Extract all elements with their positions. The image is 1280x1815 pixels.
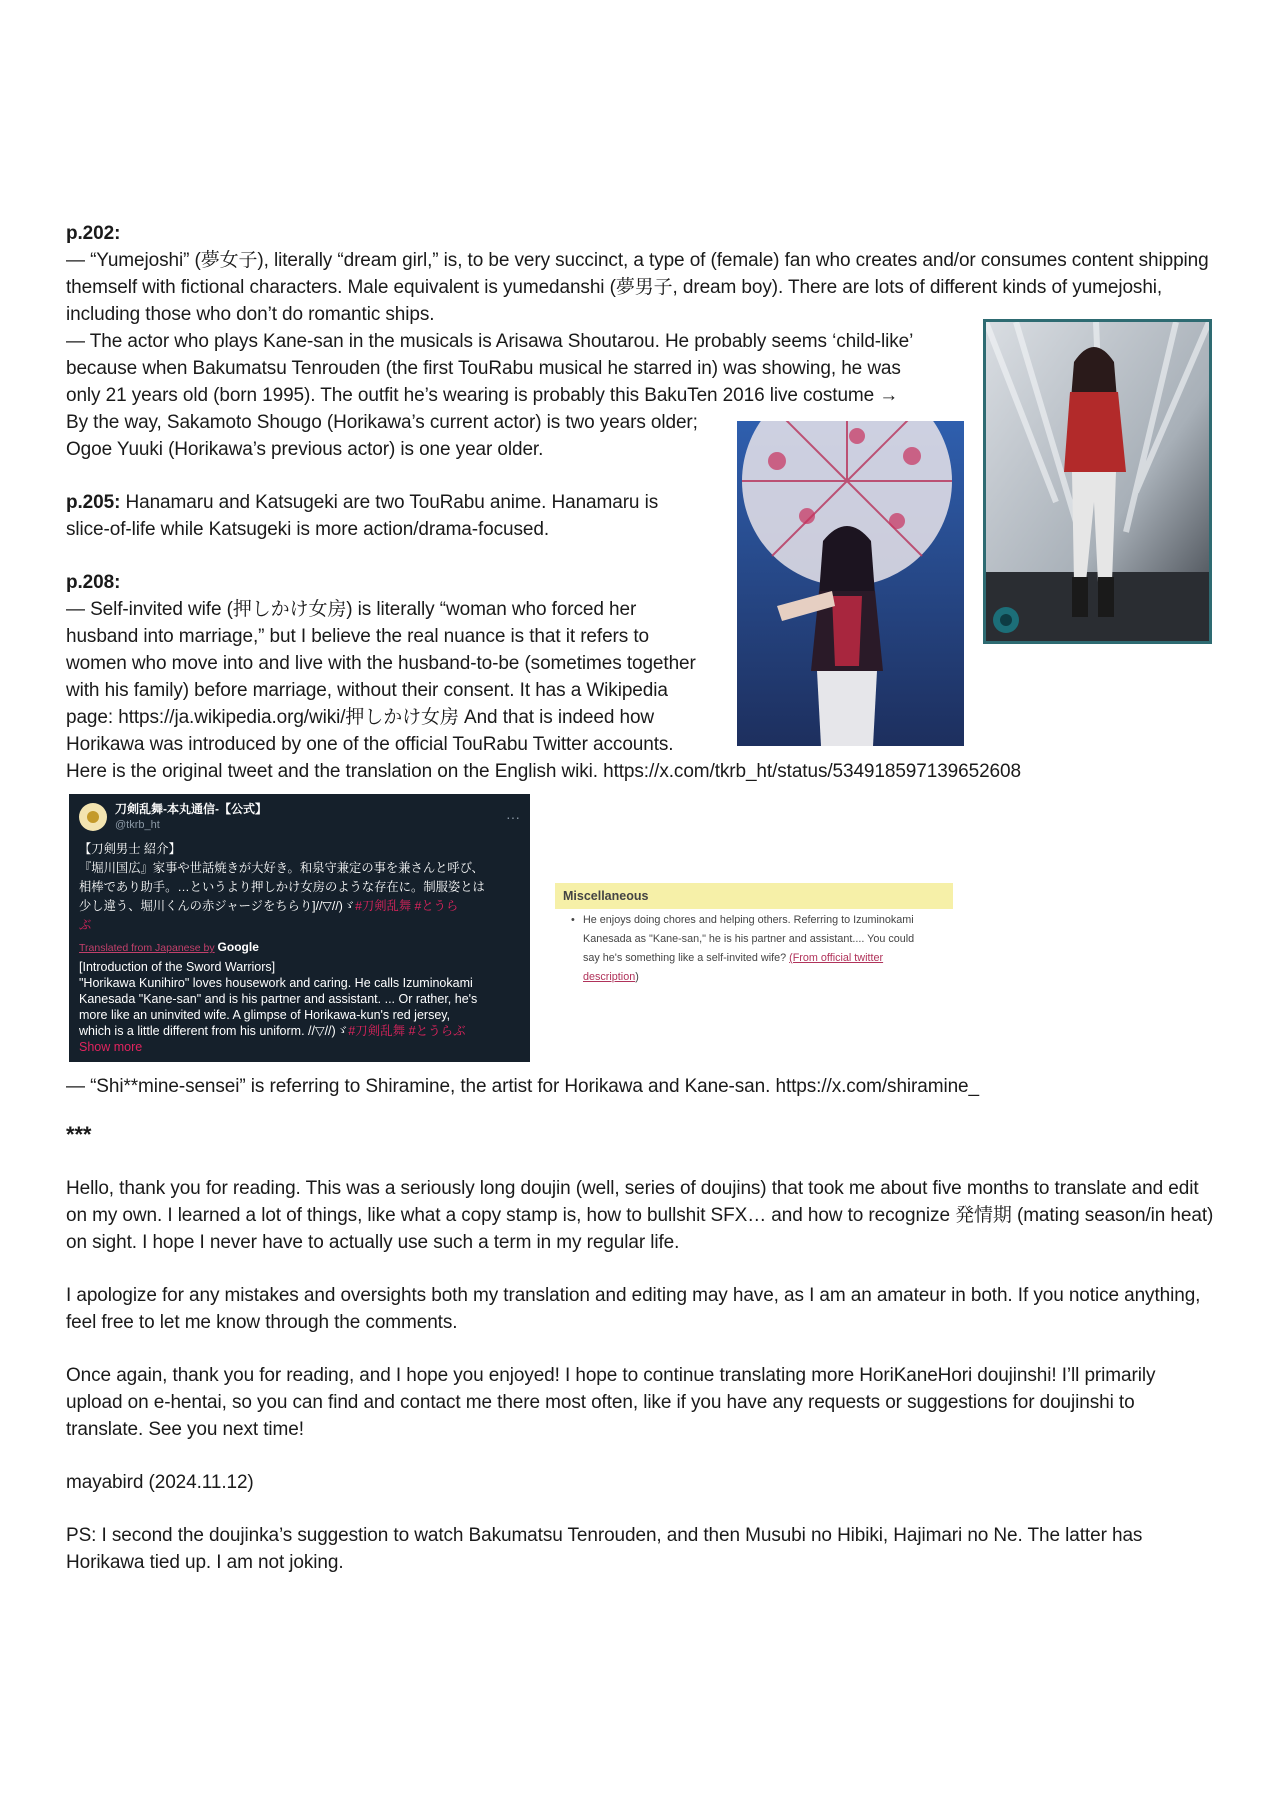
hashtag-link[interactable]: ぶ bbox=[79, 918, 92, 932]
stage-photo bbox=[737, 421, 964, 746]
signature: mayabird (2024.11.12) bbox=[66, 1472, 254, 1493]
tweet-english-text bbox=[79, 959, 520, 1055]
wiki-line: ) bbox=[635, 971, 639, 983]
costume-photo bbox=[983, 319, 1212, 644]
wiki-section-heading: Miscellaneous bbox=[555, 883, 953, 909]
tweet-jp-line: 『堀川国広』家事や世話焼きが大好き。和泉守兼定の事を兼さんと呼び、 bbox=[79, 861, 484, 875]
actor-line: because when Bakumatsu Tenrouden (the first TouRabu musical he starred in) was showing, he was bbox=[66, 358, 901, 379]
tweet-screenshot bbox=[69, 794, 530, 1062]
wiki-line: • He enjoys doing chores and helping others. Referring to Izuminokami bbox=[583, 914, 914, 926]
wiki-source-link[interactable]: (From official twitter bbox=[789, 952, 884, 964]
wiki-excerpt bbox=[555, 883, 953, 993]
tweet-japanese-text bbox=[79, 840, 520, 935]
actor-line: — The actor who plays Kane-san in the musicals is Arisawa Shoutarou. He probably seems ‘child-like’ bbox=[66, 331, 914, 352]
p208-line: husband into marriage,” but I believe the real nuance is that it refers to bbox=[66, 626, 649, 647]
actor-line: Ogoe Yuuki (Horikawa’s previous actor) is one year older. bbox=[66, 439, 544, 460]
tweet-en-line: which is a little different from his uniform. //▽//)ゞ bbox=[79, 1024, 349, 1038]
p208-line: with his family) before marriage, without their consent. It has a Wikipedia bbox=[66, 680, 668, 701]
p208-line: Here is the original tweet and the translation on the English wiki. https://x.com/tkrb_ht/status/534918597139652608 bbox=[66, 761, 1021, 782]
wiki-line: say he's something like a self-invited wife? bbox=[583, 952, 790, 964]
p205-text: Hanamaru and Katsugeki are two TouRabu anime. Hanamaru is bbox=[120, 492, 659, 513]
p208-line: page: https://ja.wikipedia.org/wiki/押しかけ女房 And that is indeed how bbox=[66, 707, 655, 728]
wiki-source-link[interactable]: description bbox=[583, 971, 636, 983]
tweet-header bbox=[79, 800, 520, 834]
tweet-avatar bbox=[79, 803, 107, 831]
p208-line: women who move into and live with the husband-to-be (sometimes together bbox=[66, 653, 696, 674]
p205-section bbox=[66, 489, 726, 543]
p208-line: Horikawa was introduced by one of the official TouRabu Twitter accounts. bbox=[66, 734, 674, 755]
tweet-jp-line: 【刀剣男士 紹介】 bbox=[79, 842, 181, 856]
wiki-bullet bbox=[555, 909, 953, 987]
ps-note: PS: I second the doujinka’s suggestion to watch Bakumatsu Tenrouden, and then Musubi no Hibiki, Hajimari no Ne. The latter has Horikawa tied up. I am not joking. bbox=[66, 1525, 1143, 1573]
shiramine-note: — “Shi**mine-sensei” is referring to Shiramine, the artist for Horikawa and Kane-san. https://x.com/shiramine_ bbox=[66, 1076, 979, 1097]
wiki-line: Kanesada as "Kane-san," he is his partner and assistant.... You could bbox=[583, 933, 915, 945]
section-separator: *** bbox=[66, 1122, 92, 1147]
actor-line: only 21 years old (born 1995). The outfit he’s wearing is probably this BakuTen 2016 live costume → bbox=[66, 385, 899, 406]
google-logo: Google bbox=[217, 940, 259, 954]
closing-notes bbox=[66, 1175, 1216, 1576]
tweet-en-line: [Introduction of the Sword Warriors] bbox=[79, 960, 276, 974]
p205-text: slice-of-life while Katsugeki is more action/drama-focused. bbox=[66, 519, 550, 540]
tweet-account-name: 刀剣乱舞-本丸通信-【公式】 bbox=[115, 802, 267, 816]
tweet-en-line: Kanesada "Kane-san" and is his partner and assistant. ... Or rather, he's bbox=[79, 992, 478, 1006]
closing-paragraph: Hello, thank you for reading. This was a seriously long doujin (well, series of doujins) that took me about five months to translate and edit on my own. I learned a lot of things, like what a copy stamp is, how to bullshit SFX… and how to recognize 発情期 (mating season/in heat) on sight. I hope I never have to actually use such a term in my regular life. bbox=[66, 1178, 1214, 1253]
p205-heading: p.205: bbox=[66, 492, 121, 513]
hashtag-link[interactable]: #刀剣乱舞 #とうら bbox=[355, 899, 459, 913]
p202-section bbox=[66, 220, 1216, 328]
p208-heading: p.208: bbox=[66, 572, 121, 593]
actor-line: By the way, Sakamoto Shougo (Horikawa’s current actor) is two years older; bbox=[66, 412, 698, 433]
hashtag-link[interactable]: #刀剣乱舞 #とうらぶ bbox=[348, 1024, 466, 1038]
tweet-jp-line: 相棒であり助手。…というより押しかけ女房のような存在に。制服姿とは bbox=[79, 880, 485, 894]
p208-line: — Self-invited wife (押しかけ女房) is literally “woman who forced her bbox=[66, 599, 637, 620]
closing-paragraph: Once again, thank you for reading, and I hope you enjoyed! I hope to continue translating more HoriKaneHori doujinshi! I’ll primarily upload on e-hentai, so you can find and contact me there most often, like if you have any requests or suggestions for doujinshi to translate. See you next time! bbox=[66, 1365, 1156, 1440]
p202-heading: p.202: bbox=[66, 223, 121, 244]
tweet-jp-line: 少し違う、堀川くんの赤ジャージをちらり]//▽//)ゞ bbox=[79, 899, 356, 913]
translated-from-label[interactable]: Translated from Japanese by bbox=[79, 942, 215, 954]
translated-by-google bbox=[79, 939, 520, 956]
show-more-link[interactable]: Show more bbox=[79, 1040, 143, 1054]
costume-photo-image bbox=[986, 322, 1209, 641]
yumejoshi-note: — “Yumejoshi” (夢女子), literally “dream girl,” is, to be very succinct, a type of (female) fan who creates and/or consumes content shipping themself with fictional characters. Male equivalent is yumedanshi (夢男子, dream boy). There are lots of different kinds of yumejoshi, including those who don’t do romantic ships. bbox=[66, 250, 1209, 325]
tweet-en-line: "Horikawa Kunihiro" loves housework and caring. He calls Izuminokami bbox=[79, 976, 473, 990]
stage-photo-image bbox=[737, 421, 964, 746]
tweet-account-handle: @tkrb_ht bbox=[115, 819, 160, 831]
closing-paragraph: I apologize for any mistakes and oversights both my translation and editing may have, as I am an amateur in both. If you notice anything, feel free to let me know through the comments. bbox=[66, 1285, 1201, 1333]
tweet-en-line: more like an uninvited wife. A glimpse of Horikawa-kun's red jersey, bbox=[79, 1008, 451, 1022]
more-options-icon[interactable]: ··· bbox=[506, 809, 520, 825]
